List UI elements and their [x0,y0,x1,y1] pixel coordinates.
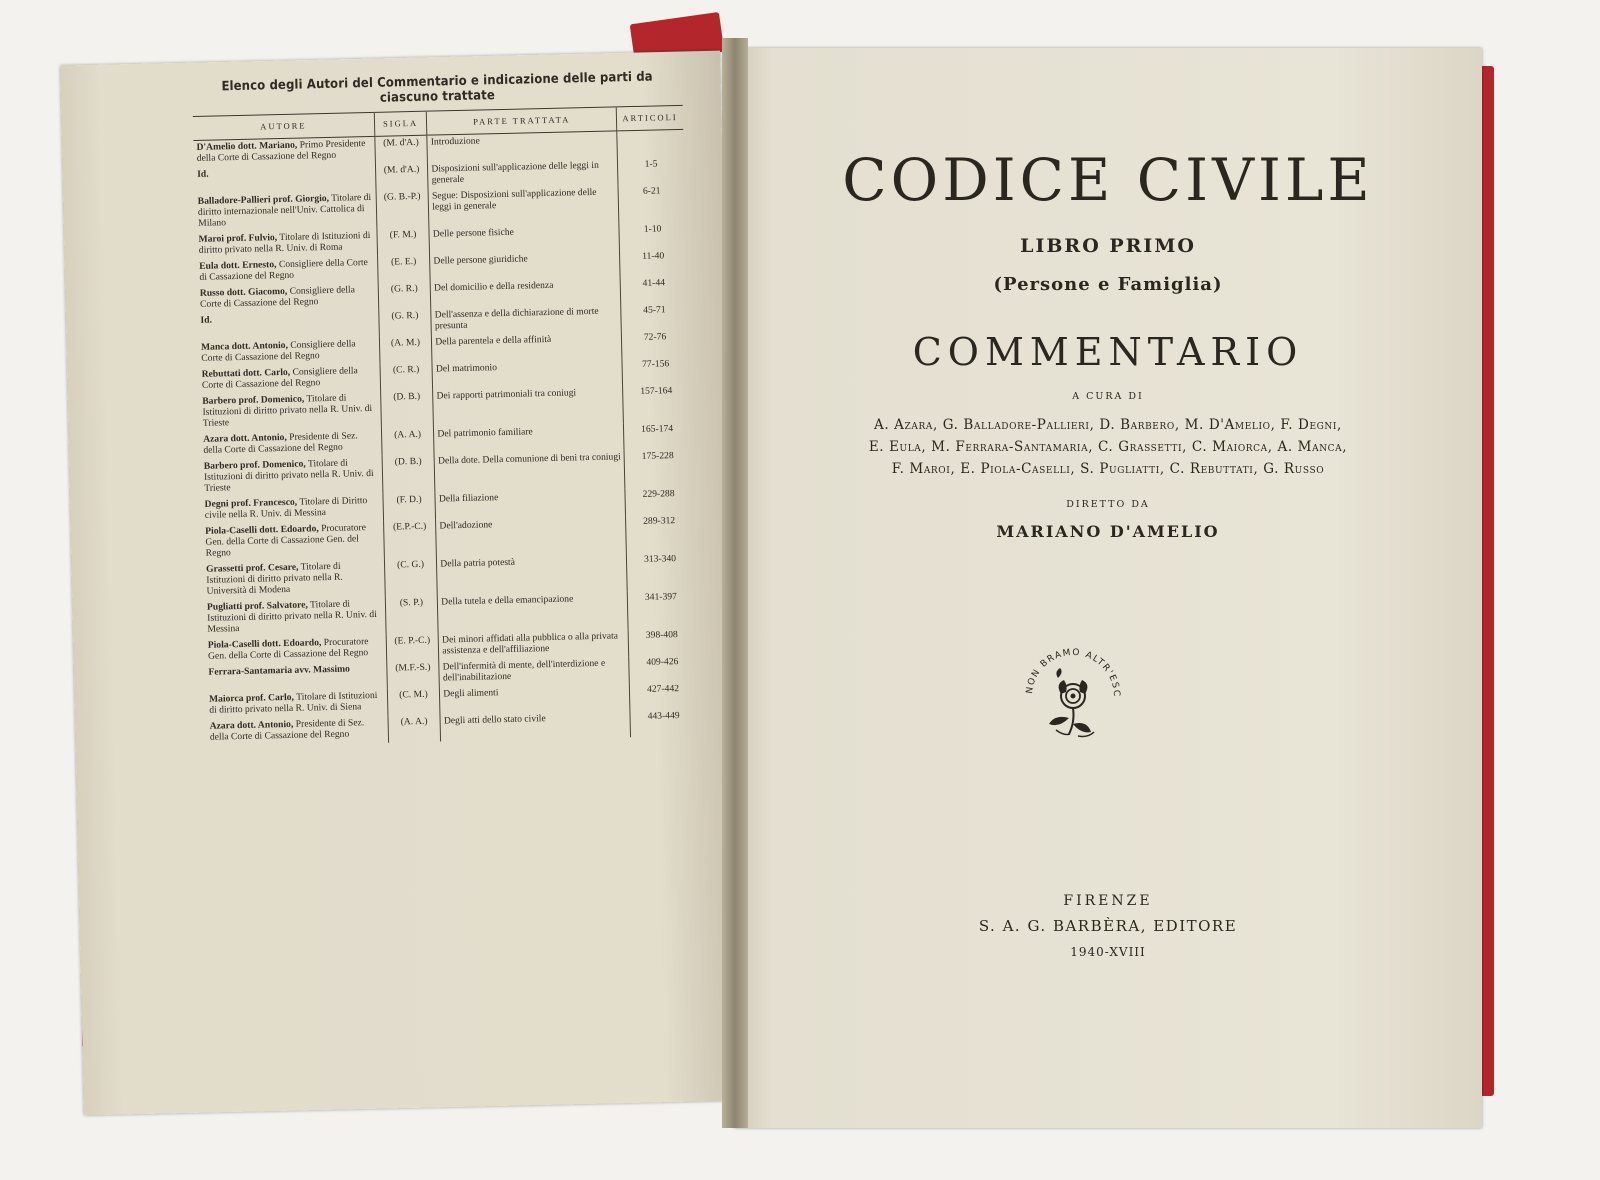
articoli: 72-76 [621,330,688,358]
publisher-emblem-icon [1018,634,1128,754]
sigla: (D. B.) [380,390,433,429]
sigla: (C. M.) [387,688,440,716]
sigla: (M.F.-S.) [386,661,439,689]
author-name: Azara dott. Antonio, [203,431,287,445]
author-name: Maiorca prof. Carlo, [208,691,295,705]
author-name: Russo dott. Giacomo, [199,285,288,299]
author-name: Id. [197,168,209,180]
parte-trattata: Delle persone giuridiche [430,250,620,281]
sigla: (C. G.) [384,558,437,597]
author-desc: Consigliere della Corte di Cassazione del Regno [199,284,356,310]
author-name: Eula dott. Ernesto, [199,259,277,272]
parte-trattata: Della filiazione [435,488,625,519]
header-sigla: SIGLA [374,111,427,136]
author-name: Grassetti prof. Cesare, [205,561,299,575]
parte-trattata: Del domicilio e della residenza [430,277,620,308]
parte-trattata: Dei minori affidati alla pubblica o alla privata assistenza e dell'affiliazione [438,629,628,660]
author-name: Azara dott. Antonio, [209,718,294,732]
sigla: (M. d'A.) [375,163,428,191]
curators-list [794,414,1422,480]
sigla: (C. R.) [380,363,433,391]
open-book [72,18,1540,1138]
sigla: (F. D.) [383,493,436,521]
sigla: (A. A.) [381,428,434,456]
articoli: 11-40 [620,249,687,277]
sigla: (G. R.) [378,282,431,310]
author-desc: Titolare di Istituzioni di diritto privato nella R. Univ. di Trieste [203,457,374,494]
sigla: (A. M.) [379,336,432,364]
sigla: (M. d'A.) [374,135,427,164]
authors-list-title: Elenco degli Autori del Commentario e indicazione delle parti da ciascuno trattate [221,69,653,106]
author-desc: Titolare di Istituzioni di diritto privato nella R. Univ. di Messina [207,598,377,635]
articoli: 313-340 [627,552,694,591]
author-name: Piola-Caselli dott. Edoardo, [207,637,322,651]
author-name: Barbero prof. Domenico, [202,393,305,407]
parte-trattata: Segue: Disposizioni sull'applicazione delle leggi in generale [428,185,619,227]
author-desc: Consigliere della Corte di Cassazione del Regno [199,257,369,283]
commentario-heading: COMMENTARIO [912,330,1304,374]
author-desc: Procuratore Gen. della Corte di Cassazione Gen. del Regno [205,522,367,559]
author-desc: Titolare di Istituzioni di diritto privato nella R. Università di Modena [206,560,343,597]
articoli: 41-44 [620,276,687,304]
header-articoli: ARTICOLI [616,105,683,130]
parte-trattata: Della dote. Della comunione di beni tra coniugi [434,450,625,492]
author-desc: Consigliere della Corte di Cassazione del Regno [201,338,356,364]
author-name: Piola-Caselli dott. Edoardo, [205,523,319,537]
author-desc: Consigliere della Corte di Cassazione del Regno [201,365,358,391]
articoli: 45-71 [621,303,688,331]
parte-trattata: Dell'infermità di mente, dell'interdizione e dell'inabilitazione [439,656,629,687]
left-page-content [192,69,697,747]
articoli [617,129,684,158]
parte-trattata: Della patria potestà [437,553,628,595]
sigla: (E.P.-C.) [383,520,436,559]
parte-trattata: Degli atti dello stato civile [440,710,630,741]
articoli: 1-10 [619,222,686,250]
header-parte: PARTE TRATTATA [427,107,617,135]
publication-city: FIRENZE [1063,893,1153,909]
cover-edge-right [1480,66,1494,1096]
author-desc: Titolare di Istituzioni di diritto privato nella R. Univ. di Roma [198,229,371,256]
book-subtitle: (Persone e Famiglia) [993,274,1223,295]
author-desc: Titolare di Diritto civile nella R. Univ. di Messina [204,495,368,521]
diretto-da-label: DIRETTO DA [1066,499,1150,510]
curators-line-1: A. Azara, G. Balladore-Pallieri, D. Barbero, M. D'Amelio, F. Degni, [874,417,1342,433]
articoli: 443-449 [630,709,697,737]
parte-trattata: Del patrimonio familiare [434,423,624,454]
articoli: 1-5 [618,157,685,185]
parte-trattata: Introduzione [427,131,617,163]
author-desc: Primo Presidente della Corte di Cassazione del Regno [196,138,366,164]
articoli: 398-408 [628,628,695,656]
author-name: Ferrara-Santamaria avv. Massimo [208,663,351,678]
author-name: Pugliatti prof. Salvatore, [206,599,308,613]
author-desc: Titolare di diritto internazionale nell'Univ. Cattolica di Milano [197,191,372,229]
articoli: 165-174 [624,422,691,450]
author-name: Balladore-Pallieri prof. Giorgio, [197,192,330,207]
parte-trattata: Dei rapporti patrimoniali tra coniugi [433,385,624,427]
parte-trattata: Della parentela e della affinità [432,331,622,362]
rose-emblem-icon [1018,634,1128,754]
parte-trattata: Delle persone fisiche [429,223,619,254]
book-title: CODICE CIVILE [842,146,1374,214]
book-volume: LIBRO PRIMO [1020,235,1196,257]
author-name: Barbero prof. Domenico, [203,458,306,472]
author-name: Rebuttati dott. Carlo, [201,366,291,380]
parte-trattata: Dell'adozione [436,515,627,557]
articoli: 427-442 [629,682,696,710]
author-name: Degni prof. Francesco, [204,496,298,510]
author-name: Manca dott. Antonio, [200,339,289,353]
sigla: (G. B.-P.) [376,190,429,229]
articoli: 6-21 [618,184,685,223]
sigla: (A. A.) [388,715,441,743]
author-name: Maroi prof. Fulvio, [198,232,278,245]
sigla: (F. M.) [377,228,430,256]
sigla: (S. P.) [385,596,438,635]
articoli: 229-288 [625,487,692,515]
emblem-motto: NON BRAMO ALTR'ESC [1024,647,1122,698]
author-name: Id. [200,314,213,326]
sigla: (D. B.) [382,455,435,494]
director-name: MARIANO D'AMELIO [996,522,1220,541]
sigla: (E. E.) [377,255,430,283]
publication-year: 1940-XVIII [1070,945,1146,959]
header-autore: AUTORE [193,112,375,140]
parte-trattata: Degli alimenti [440,683,630,714]
sigla: (G. R.) [378,309,431,337]
articoli: 289-312 [626,514,693,553]
author-desc: Presidente di Sez. della Corte di Cassazione del Regno [203,430,358,456]
author-desc: Titolare di Istituzioni di diritto privato nella R. Univ. di Siena [209,689,378,716]
curators-line-3: F. Maroi, E. Piola-Caselli, S. Pugliatti, C. Rebuttati, G. Russo [891,461,1325,477]
articoli: 77-156 [622,357,689,385]
authors-table-body [193,129,697,746]
author-desc: Titolare di Istituzioni di diritto privato nella R. Univ. di Trieste [202,392,373,429]
publisher: S. A. G. BARBÈRA, EDITORE [978,917,1238,935]
parte-trattata: Del matrimonio [432,358,622,389]
parte-trattata: Disposizioni sull'applicazione delle leggi in generale [428,158,618,189]
sigla: (E. P.-C.) [386,634,439,662]
title-page [734,48,1482,1128]
articoli: 341-397 [627,590,694,629]
author-name: D'Amelio dott. Mariano, [196,139,298,153]
articoli: 409-426 [629,655,696,683]
parte-trattata: Della tutela e della emancipazione [438,591,629,633]
curators-line-2: E. Eula, M. Ferrara-Santamaria, C. Grassetti, C. Maiorca, A. Manca, [868,439,1348,455]
a-cura-di-label: A CURA DI [1072,391,1144,402]
author-desc: Procuratore Gen. della Corte di Cassazione del Regno [207,636,369,662]
author-desc: Presidente di Sez. della Corte di Cassazione del Regno [209,717,365,743]
parte-trattata: Dell'assenza e della dichiarazione di morte presunta [431,304,621,335]
authors-table [193,105,697,747]
articoli: 157-164 [623,384,690,423]
articoli: 175-228 [624,449,691,488]
